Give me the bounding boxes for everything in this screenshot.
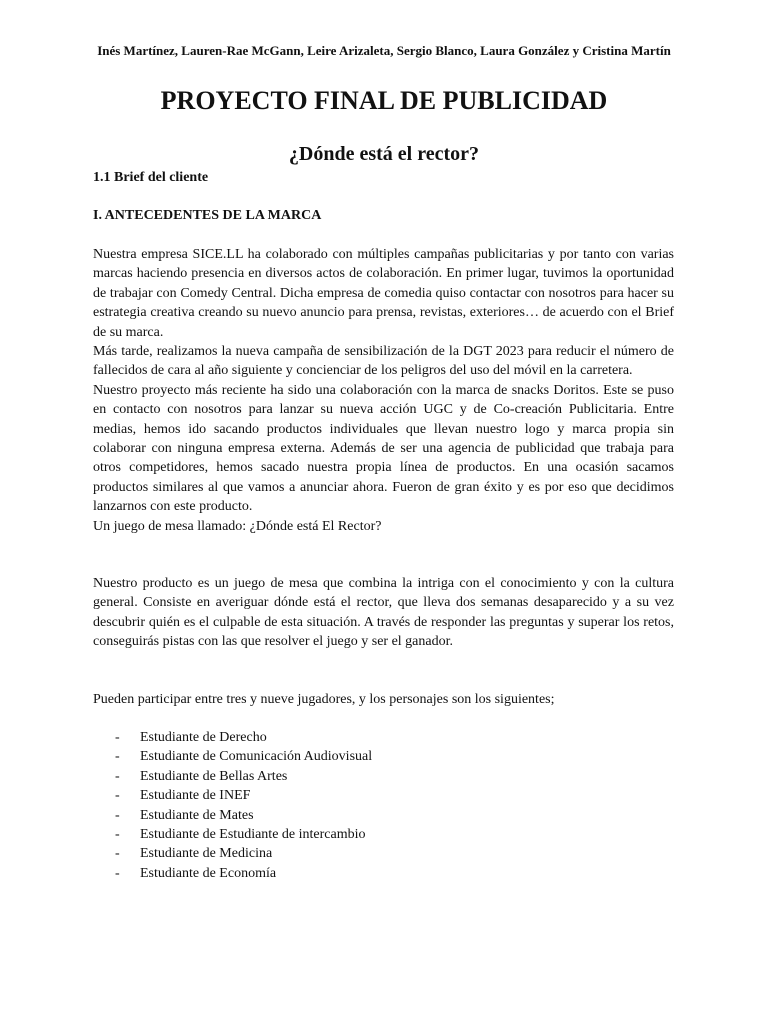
section-heading: 1.1 Brief del cliente	[93, 170, 209, 185]
list-dash: -	[115, 827, 120, 843]
brand-background-text	[93, 245, 674, 536]
list-item	[115, 747, 372, 766]
paragraph: Nuestro producto es un juego de mesa que combina la intriga con el conocimiento y con la cultura general. Consiste en averiguar dónde está el rector, que lleva dos semanas desaparecido y a su vez descubrir quién es el culpable de esta situación. A través de responder las preguntas y superar los retos, conseguirás pistas con las que resolver el juego y ser el ganador.	[93, 576, 674, 650]
paragraph: Más tarde, realizamos la nueva campaña de sensibilización de la DGT 2023 para reducir el número de fallecidos de cara al año siguiente y concienciar de los peligros del uso del móvil en la carretera.	[93, 344, 674, 379]
list-item	[115, 767, 372, 786]
paragraph: Nuestro proyecto más reciente ha sido una colaboración con la marca de snacks Doritos. Este se puso en contacto con nosotros para lanzar su nueva acción UGC y de Co-creación Publicitaria. Entre medias, hemos ido sacando productos individuales que llevan nuestro logo y marca propia sin colaborar con ninguna empresa externa. Además de ser una agencia de publicidad que trabaja para otros competidores, hemos sacado nuestra propia línea de productos. En una ocasión sacamos productos similares al que vamos a anunciar ahora. Fueron de gran éxito y es por eso que decidimos lanzarnos con este producto.	[93, 382, 674, 515]
product-description	[93, 574, 674, 652]
list-dash: -	[115, 768, 120, 784]
characters-list	[115, 728, 372, 883]
list-dash: -	[115, 788, 120, 804]
authors-line: Inés Martínez, Lauren-Rae McGann, Leire Arizaleta, Sergio Blanco, Laura González y Cristina Martín	[97, 43, 671, 58]
subsection-heading: I. ANTECEDENTES DE LA MARCA	[93, 208, 322, 223]
list-item-text: Estudiante de INEF	[140, 788, 251, 804]
document-subtitle: ¿Dónde está el rector?	[288, 143, 480, 165]
document-title: PROYECTO FINAL DE PUBLICIDAD	[160, 86, 608, 115]
list-dash: -	[115, 730, 120, 745]
list-item	[115, 825, 372, 844]
list-dash: -	[115, 749, 120, 765]
list-dash: -	[115, 807, 120, 823]
list-dash: -	[115, 846, 120, 862]
paragraph: Un juego de mesa llamado: ¿Dónde está El Rector?	[93, 518, 382, 534]
list-item-text: Estudiante de Bellas Artes	[140, 768, 288, 784]
list-item-text: Estudiante de Comunicación Audiovisual	[140, 749, 373, 765]
list-item	[115, 806, 372, 825]
players-intro	[93, 690, 674, 709]
list-item	[115, 728, 372, 747]
list-item-text: Estudiante de Economía	[140, 865, 277, 881]
list-item-text: Estudiante de Derecho	[140, 730, 267, 745]
list-item	[115, 786, 372, 805]
list-item-text: Estudiante de Medicina	[140, 846, 273, 862]
list-item-text: Estudiante de Estudiante de intercambio	[140, 827, 366, 843]
list-item-text: Estudiante de Mates	[140, 807, 254, 823]
paragraph: Nuestra empresa SICE.LL ha colaborado con múltiples campañas publicitarias y por tanto con varias marcas haciendo presencia en diversos actos de colaboración. En primer lugar, tuvimos la oportunidad de trabajar con Comedy Central. Dicha empresa de comedia quiso contactar con nosotros para hacer su estrategia creativa creando su nuevo anuncio para prensa, revistas, exteriores… de acuerdo con el Brief de su marca.	[93, 247, 674, 340]
list-item	[115, 864, 372, 883]
list-item	[115, 844, 372, 863]
list-dash: -	[115, 865, 120, 881]
paragraph: Pueden participar entre tres y nueve jugadores, y los personajes son los siguientes;	[93, 692, 555, 707]
